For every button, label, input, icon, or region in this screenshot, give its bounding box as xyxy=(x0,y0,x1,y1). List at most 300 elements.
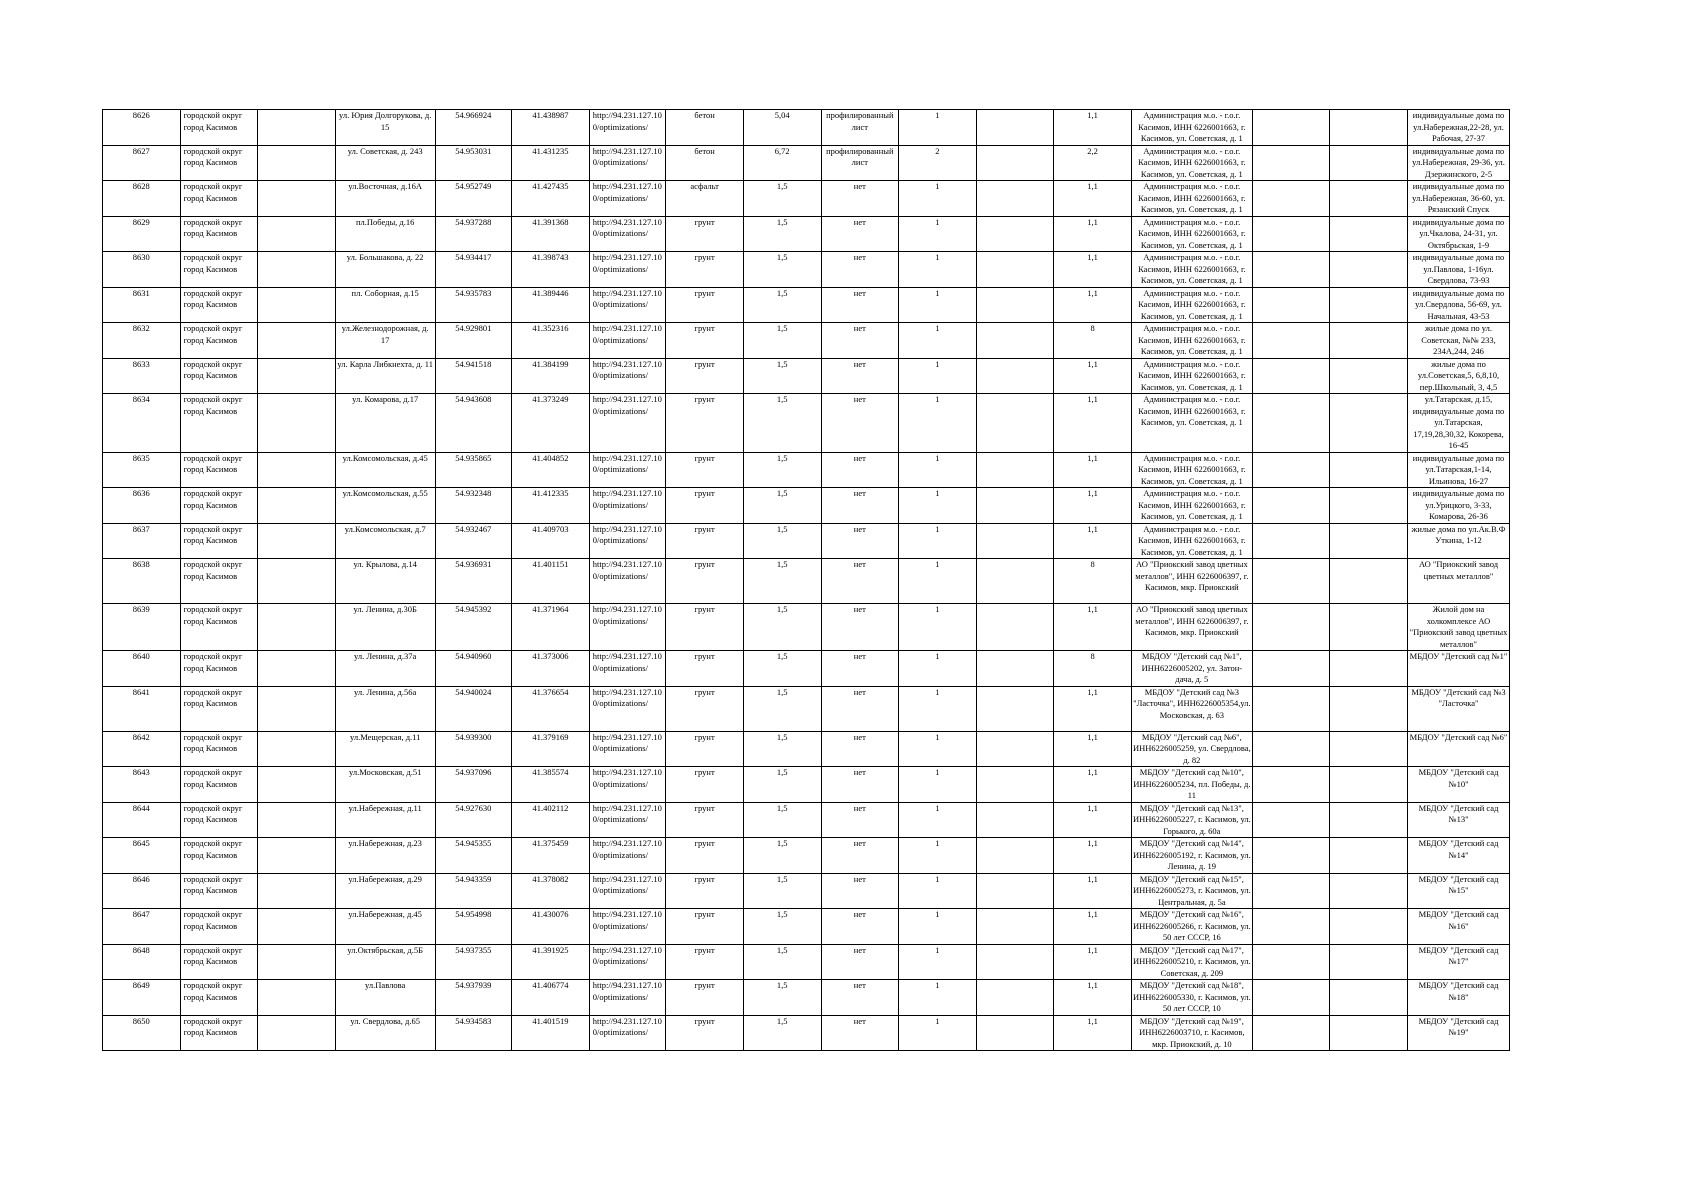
cell-lon: 41.401519 xyxy=(512,1015,590,1051)
cell-address: ул. Ленина, д.30Б xyxy=(335,604,435,651)
cell-containers: 1 xyxy=(899,452,977,488)
cell-owner: Администрация м.о. - г.о.г. Касимов, ИНН 6226001663, г. Касимов, ул. Советская, д. 1 xyxy=(1131,394,1252,453)
table-row xyxy=(103,767,1510,803)
cell-owner: МБДОУ "Детский сад №14", ИНН6226005192, г. Касимов, ул. Ленина, д. 19 xyxy=(1132,838,1251,871)
cell-lon: 41.371964 xyxy=(512,604,590,651)
cell-lon: 41.404852 xyxy=(512,452,590,488)
table-row xyxy=(103,802,1510,838)
table-row xyxy=(103,604,1510,651)
cell-lat: 54.941518 xyxy=(435,358,512,394)
cell-lon: 41.375459 xyxy=(512,838,590,874)
cell-surface: грунт xyxy=(666,1015,744,1051)
cell-empty xyxy=(258,980,336,1016)
cell-area: 1,5 xyxy=(743,909,821,945)
cell-fence: нет xyxy=(821,1015,899,1051)
cell-empty xyxy=(1252,651,1330,687)
cell-owner: Администрация м.о. - г.о.г. Касимов, ИНН 6226001663, г. Касимов, ул. Советская, д. 1 xyxy=(1131,452,1252,488)
cell-volume: 1,1 xyxy=(1054,252,1132,288)
cell-municipality: городской округ город Касимов xyxy=(180,110,258,146)
cell-municipality: городской округ город Касимов xyxy=(180,287,258,323)
cell-surface: грунт xyxy=(666,909,744,945)
cell-municipality: городской округ город Касимов xyxy=(180,944,258,980)
cell-municipality: городской округ город Касимов xyxy=(180,651,258,687)
cell-owner: Администрация м.о. - г.о.г. Касимов, ИНН 6226001663, г. Касимов, ул. Советская, д. 1 xyxy=(1131,323,1252,359)
cell-area: 1,5 xyxy=(743,452,821,488)
cell-fence: нет xyxy=(821,731,899,767)
cell-link: http://94.231.127.100/optimizations/ xyxy=(589,909,666,945)
cell-num: 8650 xyxy=(103,1015,181,1051)
cell-sources: МБДОУ "Детский сад №6" xyxy=(1408,731,1510,767)
cell-lat: 54.934417 xyxy=(435,252,512,288)
cell-fence: нет xyxy=(821,604,899,651)
cell-surface: грунт xyxy=(666,651,744,687)
cell-containers: 1 xyxy=(899,216,977,252)
cell-containers: 1 xyxy=(899,604,977,651)
cell-empty xyxy=(258,216,336,252)
cell-fence: нет xyxy=(821,252,899,288)
cell-empty xyxy=(1330,110,1408,146)
cell-area: 1,5 xyxy=(743,1015,821,1051)
cell-sources: МБДОУ "Детский сад №3 "Ласточка" xyxy=(1408,686,1510,731)
cell-area: 1,5 xyxy=(743,216,821,252)
cell-lat: 54.954998 xyxy=(435,909,512,945)
cell-fence: нет xyxy=(821,488,899,524)
cell-num: 8626 xyxy=(103,110,181,146)
cell-lat: 54.935783 xyxy=(435,287,512,323)
cell-lon: 41.409703 xyxy=(512,523,590,559)
cell-lon: 41.431235 xyxy=(512,145,590,181)
cell-lat: 54.937939 xyxy=(435,980,512,1016)
cell-volume: 2,2 xyxy=(1054,145,1132,181)
table-row xyxy=(103,523,1510,559)
cell-lat: 54.943608 xyxy=(435,394,512,453)
cell-volume: 1,1 xyxy=(1054,488,1132,524)
cell-sources: ул.Татарская, д.15, индивидуальные дома по ул.Татарская, 17,19,28,30,32, Кокорева, 16-45 xyxy=(1408,394,1510,453)
cell-link: http://94.231.127.100/optimizations/ xyxy=(589,488,666,524)
cell-empty xyxy=(1330,686,1408,731)
cell-empty xyxy=(258,523,336,559)
cell-area: 1,5 xyxy=(743,838,821,874)
cell-lat: 54.939300 xyxy=(435,731,512,767)
cell-containers: 1 xyxy=(899,1015,977,1051)
cell-area: 1,5 xyxy=(743,323,821,359)
cell-num: 8648 xyxy=(103,944,181,980)
cell-containers: 2 xyxy=(899,145,977,181)
cell-volume: 8 xyxy=(1054,559,1132,604)
cell-volume: 1,1 xyxy=(1054,1015,1132,1051)
cell-empty xyxy=(1252,452,1330,488)
cell-empty xyxy=(976,452,1054,488)
cell-surface: асфальт xyxy=(666,181,744,217)
cell-containers: 1 xyxy=(899,686,977,731)
cell-owner: МБДОУ "Детский сад №10", ИНН6226005234, пл. Победы, д. 11 xyxy=(1133,767,1251,800)
cell-area: 5,04 xyxy=(743,110,821,146)
table-row xyxy=(103,873,1510,909)
cell-lon: 41.401151 xyxy=(512,559,590,604)
cell-volume: 1,1 xyxy=(1054,287,1132,323)
cell-surface: грунт xyxy=(666,731,744,767)
cell-empty xyxy=(976,252,1054,288)
cell-empty xyxy=(258,323,336,359)
cell-owner: МБДОУ "Детский сад №15", ИНН6226005273, г. Касимов, ул. Центральная, д. 5а xyxy=(1132,873,1251,907)
cell-lat: 54.934583 xyxy=(435,1015,512,1051)
cell-fence: профилированный лист xyxy=(821,145,899,181)
cell-owner: АО "Приокский завод цветных металлов", ИНН 6226006397, г. Касимов, мкр. Приокский xyxy=(1131,604,1252,651)
cell-empty xyxy=(1252,802,1330,838)
cell-num: 8636 xyxy=(103,488,181,524)
cell-link: http://94.231.127.100/optimizations/ xyxy=(589,252,666,288)
cell-empty xyxy=(258,145,336,181)
cell-num: 8627 xyxy=(103,145,181,181)
cell-lon: 41.379169 xyxy=(512,731,590,767)
cell-fence: нет xyxy=(821,287,899,323)
cell-empty xyxy=(976,767,1054,803)
cell-empty xyxy=(976,358,1054,394)
cell-owner: МБДОУ "Детский сад №19", ИНН6226003710, г. Касимов, мкр. Приокский, д. 10 xyxy=(1131,1015,1252,1051)
table-row xyxy=(103,216,1510,252)
cell-sources: МБДОУ "Детский сад №13" xyxy=(1408,802,1510,838)
cell-link: http://94.231.127.100/optimizations/ xyxy=(589,873,666,909)
cell-empty xyxy=(1330,523,1408,559)
cell-empty xyxy=(1252,110,1330,146)
cell-containers: 1 xyxy=(899,559,977,604)
cell-volume: 1,1 xyxy=(1054,980,1132,1016)
cell-area: 1,5 xyxy=(743,488,821,524)
cell-sources: МБДОУ "Детский сад №19" xyxy=(1408,1015,1510,1051)
cell-empty xyxy=(1330,604,1408,651)
cell-fence: нет xyxy=(821,838,899,874)
cell-lat: 54.936931 xyxy=(435,559,512,604)
cell-empty xyxy=(1330,980,1408,1016)
cell-lon: 41.389446 xyxy=(512,287,590,323)
cell-lon: 41.352316 xyxy=(512,323,590,359)
table-row xyxy=(103,838,1510,874)
cell-lat: 54.953031 xyxy=(435,145,512,181)
cell-volume: 1,1 xyxy=(1054,523,1132,559)
cell-empty xyxy=(1252,559,1330,604)
cell-empty xyxy=(1252,686,1330,731)
cell-lat: 54.932467 xyxy=(435,523,512,559)
cell-address: ул.Московская, д.51 xyxy=(335,767,435,803)
cell-empty xyxy=(976,731,1054,767)
cell-link: http://94.231.127.100/optimizations/ xyxy=(589,686,666,731)
cell-empty xyxy=(1252,394,1330,453)
cell-num: 8642 xyxy=(103,731,181,767)
cell-surface: грунт xyxy=(666,838,744,874)
cell-empty xyxy=(1330,909,1408,945)
cell-lon: 41.406774 xyxy=(512,980,590,1016)
cell-address: ул.Октябрьская, д.5Б xyxy=(335,944,435,980)
cell-municipality: городской округ город Касимов xyxy=(180,452,258,488)
cell-municipality: городской округ город Касимов xyxy=(180,1015,258,1051)
cell-empty xyxy=(1330,252,1408,288)
cell-municipality: городской округ город Касимов xyxy=(180,838,258,874)
cell-sources: индивидуальные дома по ул.Набережная, 29-36, ул. Дзержинского, 2-5 xyxy=(1408,145,1510,181)
cell-containers: 1 xyxy=(899,181,977,217)
cell-num: 8644 xyxy=(103,802,181,838)
cell-area: 1,5 xyxy=(743,980,821,1016)
cell-municipality: городской округ город Касимов xyxy=(180,252,258,288)
cell-address: ул. Советская, д. 243 xyxy=(335,145,435,181)
cell-surface: грунт xyxy=(666,802,744,838)
cell-empty xyxy=(976,523,1054,559)
cell-empty xyxy=(1252,873,1330,909)
cell-surface: грунт xyxy=(666,559,744,604)
cell-containers: 1 xyxy=(899,358,977,394)
cell-address: ул.Павлова xyxy=(335,980,435,1016)
cell-lat: 54.966924 xyxy=(435,110,512,146)
cell-empty xyxy=(976,686,1054,731)
cell-area: 1,5 xyxy=(743,252,821,288)
cell-area: 1,5 xyxy=(743,767,821,803)
cell-empty xyxy=(1252,488,1330,524)
cell-containers: 1 xyxy=(899,802,977,838)
cell-link: http://94.231.127.100/optimizations/ xyxy=(589,323,666,359)
cell-num: 8629 xyxy=(103,216,181,252)
cell-owner: МБДОУ "Детский сад №13", ИНН6226005227, г. Касимов, ул. Горького, д. 60а xyxy=(1132,802,1251,836)
cell-empty xyxy=(258,452,336,488)
cell-link: http://94.231.127.100/optimizations/ xyxy=(589,452,666,488)
cell-area: 1,5 xyxy=(743,651,821,687)
cell-empty xyxy=(1252,944,1330,980)
cell-empty xyxy=(258,1015,336,1051)
cell-owner: Администрация м.о. - г.о.г. Касимов, ИНН 6226001663, г. Касимов, ул. Советская, д. 1 xyxy=(1131,181,1252,217)
cell-surface: грунт xyxy=(666,944,744,980)
cell-fence: нет xyxy=(821,323,899,359)
cell-empty xyxy=(1330,559,1408,604)
cell-link: http://94.231.127.100/optimizations/ xyxy=(589,944,666,980)
cell-lat: 54.945355 xyxy=(435,838,512,874)
cell-surface: грунт xyxy=(666,452,744,488)
cell-address: ул.Набережная, д.11 xyxy=(335,802,435,838)
cell-fence: нет xyxy=(821,358,899,394)
table-row xyxy=(103,686,1510,731)
cell-area: 1,5 xyxy=(743,559,821,604)
cell-empty xyxy=(1330,873,1408,909)
cell-owner: Администрация м.о. - г.о.г. Касимов, ИНН 6226001663, г. Касимов, ул. Советская, д. 1 xyxy=(1131,488,1252,524)
cell-empty xyxy=(258,731,336,767)
cell-lat: 54.952749 xyxy=(435,181,512,217)
cell-lat: 54.937096 xyxy=(435,767,512,803)
cell-address: ул.Железнодорожная, д. 17 xyxy=(335,323,435,359)
cell-empty xyxy=(1252,767,1330,803)
cell-municipality: городской округ город Касимов xyxy=(180,216,258,252)
table-row xyxy=(103,110,1510,146)
cell-area: 1,5 xyxy=(743,287,821,323)
cell-lat: 54.945392 xyxy=(435,604,512,651)
cell-containers: 1 xyxy=(899,873,977,909)
cell-address: ул.Мещерская, д.11 xyxy=(335,731,435,767)
cell-lat: 54.940960 xyxy=(435,651,512,687)
cell-volume: 1,1 xyxy=(1054,873,1132,909)
cell-empty xyxy=(976,873,1054,909)
cell-sources: индивидуальные дома по ул.Набережная, 36-60, ул. Рязанский Спуск xyxy=(1408,181,1510,217)
cell-empty xyxy=(1330,323,1408,359)
cell-num: 8631 xyxy=(103,287,181,323)
cell-surface: грунт xyxy=(666,394,744,453)
cell-sources: жилые дома по ул. Советская, №№ 233, 234А,244, 246 xyxy=(1408,323,1510,359)
cell-lat: 54.927630 xyxy=(435,802,512,838)
cell-empty xyxy=(258,559,336,604)
cell-owner: Администрация м.о. - г.о.г. Касимов, ИНН 6226001663, г. Касимов, ул. Советская, д. 1 xyxy=(1131,358,1252,394)
cell-fence: профилированный лист xyxy=(821,110,899,146)
cell-empty xyxy=(976,944,1054,980)
cell-owner: Администрация м.о. - г.о.г. Касимов, ИНН 6226001663, г. Касимов, ул. Советская, д. 1 xyxy=(1131,523,1252,559)
cell-empty xyxy=(976,909,1054,945)
cell-owner: Администрация м.о. - г.о.г. Касимов, ИНН 6226001663, г. Касимов, ул. Советская, д. 1 xyxy=(1131,216,1252,252)
cell-empty xyxy=(1330,802,1408,838)
table-row xyxy=(103,651,1510,687)
cell-municipality: городской округ город Касимов xyxy=(180,802,258,838)
table-body xyxy=(103,110,1510,1051)
cell-empty xyxy=(1330,838,1408,874)
cell-containers: 1 xyxy=(899,287,977,323)
cell-empty xyxy=(258,838,336,874)
cell-address: ул. Свердлова, д.65 xyxy=(335,1015,435,1051)
cell-sources: МБДОУ "Детский сад №16" xyxy=(1408,909,1510,945)
cell-empty xyxy=(258,767,336,803)
cell-fence: нет xyxy=(821,686,899,731)
cell-empty xyxy=(976,559,1054,604)
cell-surface: грунт xyxy=(666,287,744,323)
cell-num: 8632 xyxy=(103,323,181,359)
cell-lat: 54.940024 xyxy=(435,686,512,731)
cell-volume: 1,1 xyxy=(1054,767,1132,803)
cell-empty xyxy=(1252,181,1330,217)
cell-lon: 41.391368 xyxy=(512,216,590,252)
cell-volume: 1,1 xyxy=(1054,838,1132,874)
cell-sources: жилые дома по ул.Ак.В.Ф Уткина, 1-12 xyxy=(1408,523,1510,559)
cell-empty xyxy=(1252,358,1330,394)
cell-municipality: городской округ город Касимов xyxy=(180,686,258,731)
cell-owner: МБДОУ "Детский сад №6", ИНН6226005259, ул. Свердлова, д. 82 xyxy=(1133,731,1251,765)
cell-area: 6,72 xyxy=(743,145,821,181)
table-row xyxy=(103,181,1510,217)
cell-owner: Администрация м.о. - г.о.г. Касимов, ИНН 6226001663, г. Касимов, ул. Советская, д. 1 xyxy=(1131,252,1252,288)
cell-volume: 1,1 xyxy=(1054,944,1132,980)
cell-empty xyxy=(1252,1015,1330,1051)
cell-volume: 1,1 xyxy=(1054,452,1132,488)
cell-municipality: городской округ город Касимов xyxy=(180,731,258,767)
cell-address: ул. Большакова, д. 22 xyxy=(335,252,435,288)
cell-lat: 54.943359 xyxy=(435,873,512,909)
cell-empty xyxy=(976,181,1054,217)
cell-surface: грунт xyxy=(666,252,744,288)
cell-link: http://94.231.127.100/optimizations/ xyxy=(589,802,666,838)
cell-address: пл. Соборная, д.15 xyxy=(335,287,435,323)
cell-area: 1,5 xyxy=(743,604,821,651)
cell-lat: 54.929801 xyxy=(435,323,512,359)
cell-empty xyxy=(976,651,1054,687)
cell-empty xyxy=(1252,145,1330,181)
table-row xyxy=(103,145,1510,181)
cell-containers: 1 xyxy=(899,110,977,146)
cell-address: ул. Карла Либкнехта, д. 11 xyxy=(335,358,435,394)
cell-lat: 54.932348 xyxy=(435,488,512,524)
cell-municipality: городской округ город Касимов xyxy=(180,604,258,651)
cell-link: http://94.231.127.100/optimizations/ xyxy=(589,651,666,687)
table-row xyxy=(103,944,1510,980)
cell-empty xyxy=(976,1015,1054,1051)
cell-empty xyxy=(258,394,336,453)
cell-link: http://94.231.127.100/optimizations/ xyxy=(589,838,666,874)
cell-containers: 1 xyxy=(899,394,977,453)
cell-lat: 54.935865 xyxy=(435,452,512,488)
table-row xyxy=(103,323,1510,359)
table-row xyxy=(103,1015,1510,1051)
cell-num: 8645 xyxy=(103,838,181,874)
cell-owner: МБДОУ "Детский сад №18", ИНН6226005330, г. Касимов, ул. 50 лет СССР, 10 xyxy=(1132,980,1251,1013)
cell-municipality: городской округ город Касимов xyxy=(180,358,258,394)
table-row xyxy=(103,731,1510,767)
cell-municipality: городской округ город Касимов xyxy=(180,980,258,1016)
cell-empty xyxy=(976,323,1054,359)
cell-volume: 1,1 xyxy=(1054,604,1132,651)
cell-fence: нет xyxy=(821,651,899,687)
table-row xyxy=(103,559,1510,604)
table-row xyxy=(103,452,1510,488)
cell-empty xyxy=(976,802,1054,838)
cell-empty xyxy=(1330,767,1408,803)
cell-municipality: городской округ город Касимов xyxy=(180,767,258,803)
cell-area: 1,5 xyxy=(743,944,821,980)
cell-address: ул. Ленина, д.37а xyxy=(335,651,435,687)
cell-address: пл.Победы, д.16 xyxy=(335,216,435,252)
cell-empty xyxy=(258,944,336,980)
cell-lon: 41.398743 xyxy=(512,252,590,288)
cell-link: http://94.231.127.100/optimizations/ xyxy=(589,767,666,803)
cell-empty xyxy=(1330,651,1408,687)
table-row xyxy=(103,252,1510,288)
table-row xyxy=(103,980,1510,1016)
cell-containers: 1 xyxy=(899,323,977,359)
cell-address: ул. Крылова, д.14 xyxy=(335,559,435,604)
cell-lon: 41.412335 xyxy=(512,488,590,524)
cell-empty xyxy=(976,145,1054,181)
cell-empty xyxy=(258,110,336,146)
cell-sources: индивидуальные дома по ул.Урицкого, 3-33, Комарова, 26-36 xyxy=(1408,488,1510,524)
cell-empty xyxy=(1252,523,1330,559)
cell-empty xyxy=(1330,452,1408,488)
cell-containers: 1 xyxy=(899,767,977,803)
cell-link: http://94.231.127.100/optimizations/ xyxy=(589,604,666,651)
cell-link: http://94.231.127.100/optimizations/ xyxy=(589,1015,666,1051)
cell-fence: нет xyxy=(821,767,899,803)
cell-link: http://94.231.127.100/optimizations/ xyxy=(589,216,666,252)
cell-municipality: городской округ город Касимов xyxy=(180,559,258,604)
cell-owner: АО "Приокский завод цветных металлов", ИНН 6226006397, г. Касимов, мкр. Приокский xyxy=(1131,559,1252,604)
cell-address: ул. Ленина, д.56а xyxy=(335,686,435,731)
cell-lon: 41.391925 xyxy=(512,944,590,980)
cell-empty xyxy=(1252,287,1330,323)
cell-area: 1,5 xyxy=(743,181,821,217)
cell-empty xyxy=(1330,358,1408,394)
cell-num: 8634 xyxy=(103,394,181,453)
cell-municipality: городской округ город Касимов xyxy=(180,181,258,217)
cell-empty xyxy=(1330,488,1408,524)
cell-owner: МБДОУ "Детский сад №17", ИНН6226005210, г. Касимов, ул. Советская, д. 209 xyxy=(1132,944,1251,978)
cell-empty xyxy=(1330,287,1408,323)
cell-fence: нет xyxy=(821,909,899,945)
cell-link: http://94.231.127.100/optimizations/ xyxy=(589,110,666,146)
cell-link: http://94.231.127.100/optimizations/ xyxy=(589,358,666,394)
cell-lat: 54.937355 xyxy=(435,944,512,980)
cell-empty xyxy=(1252,323,1330,359)
cell-empty xyxy=(1330,1015,1408,1051)
cell-fence: нет xyxy=(821,216,899,252)
cell-surface: грунт xyxy=(666,767,744,803)
cell-containers: 1 xyxy=(899,980,977,1016)
